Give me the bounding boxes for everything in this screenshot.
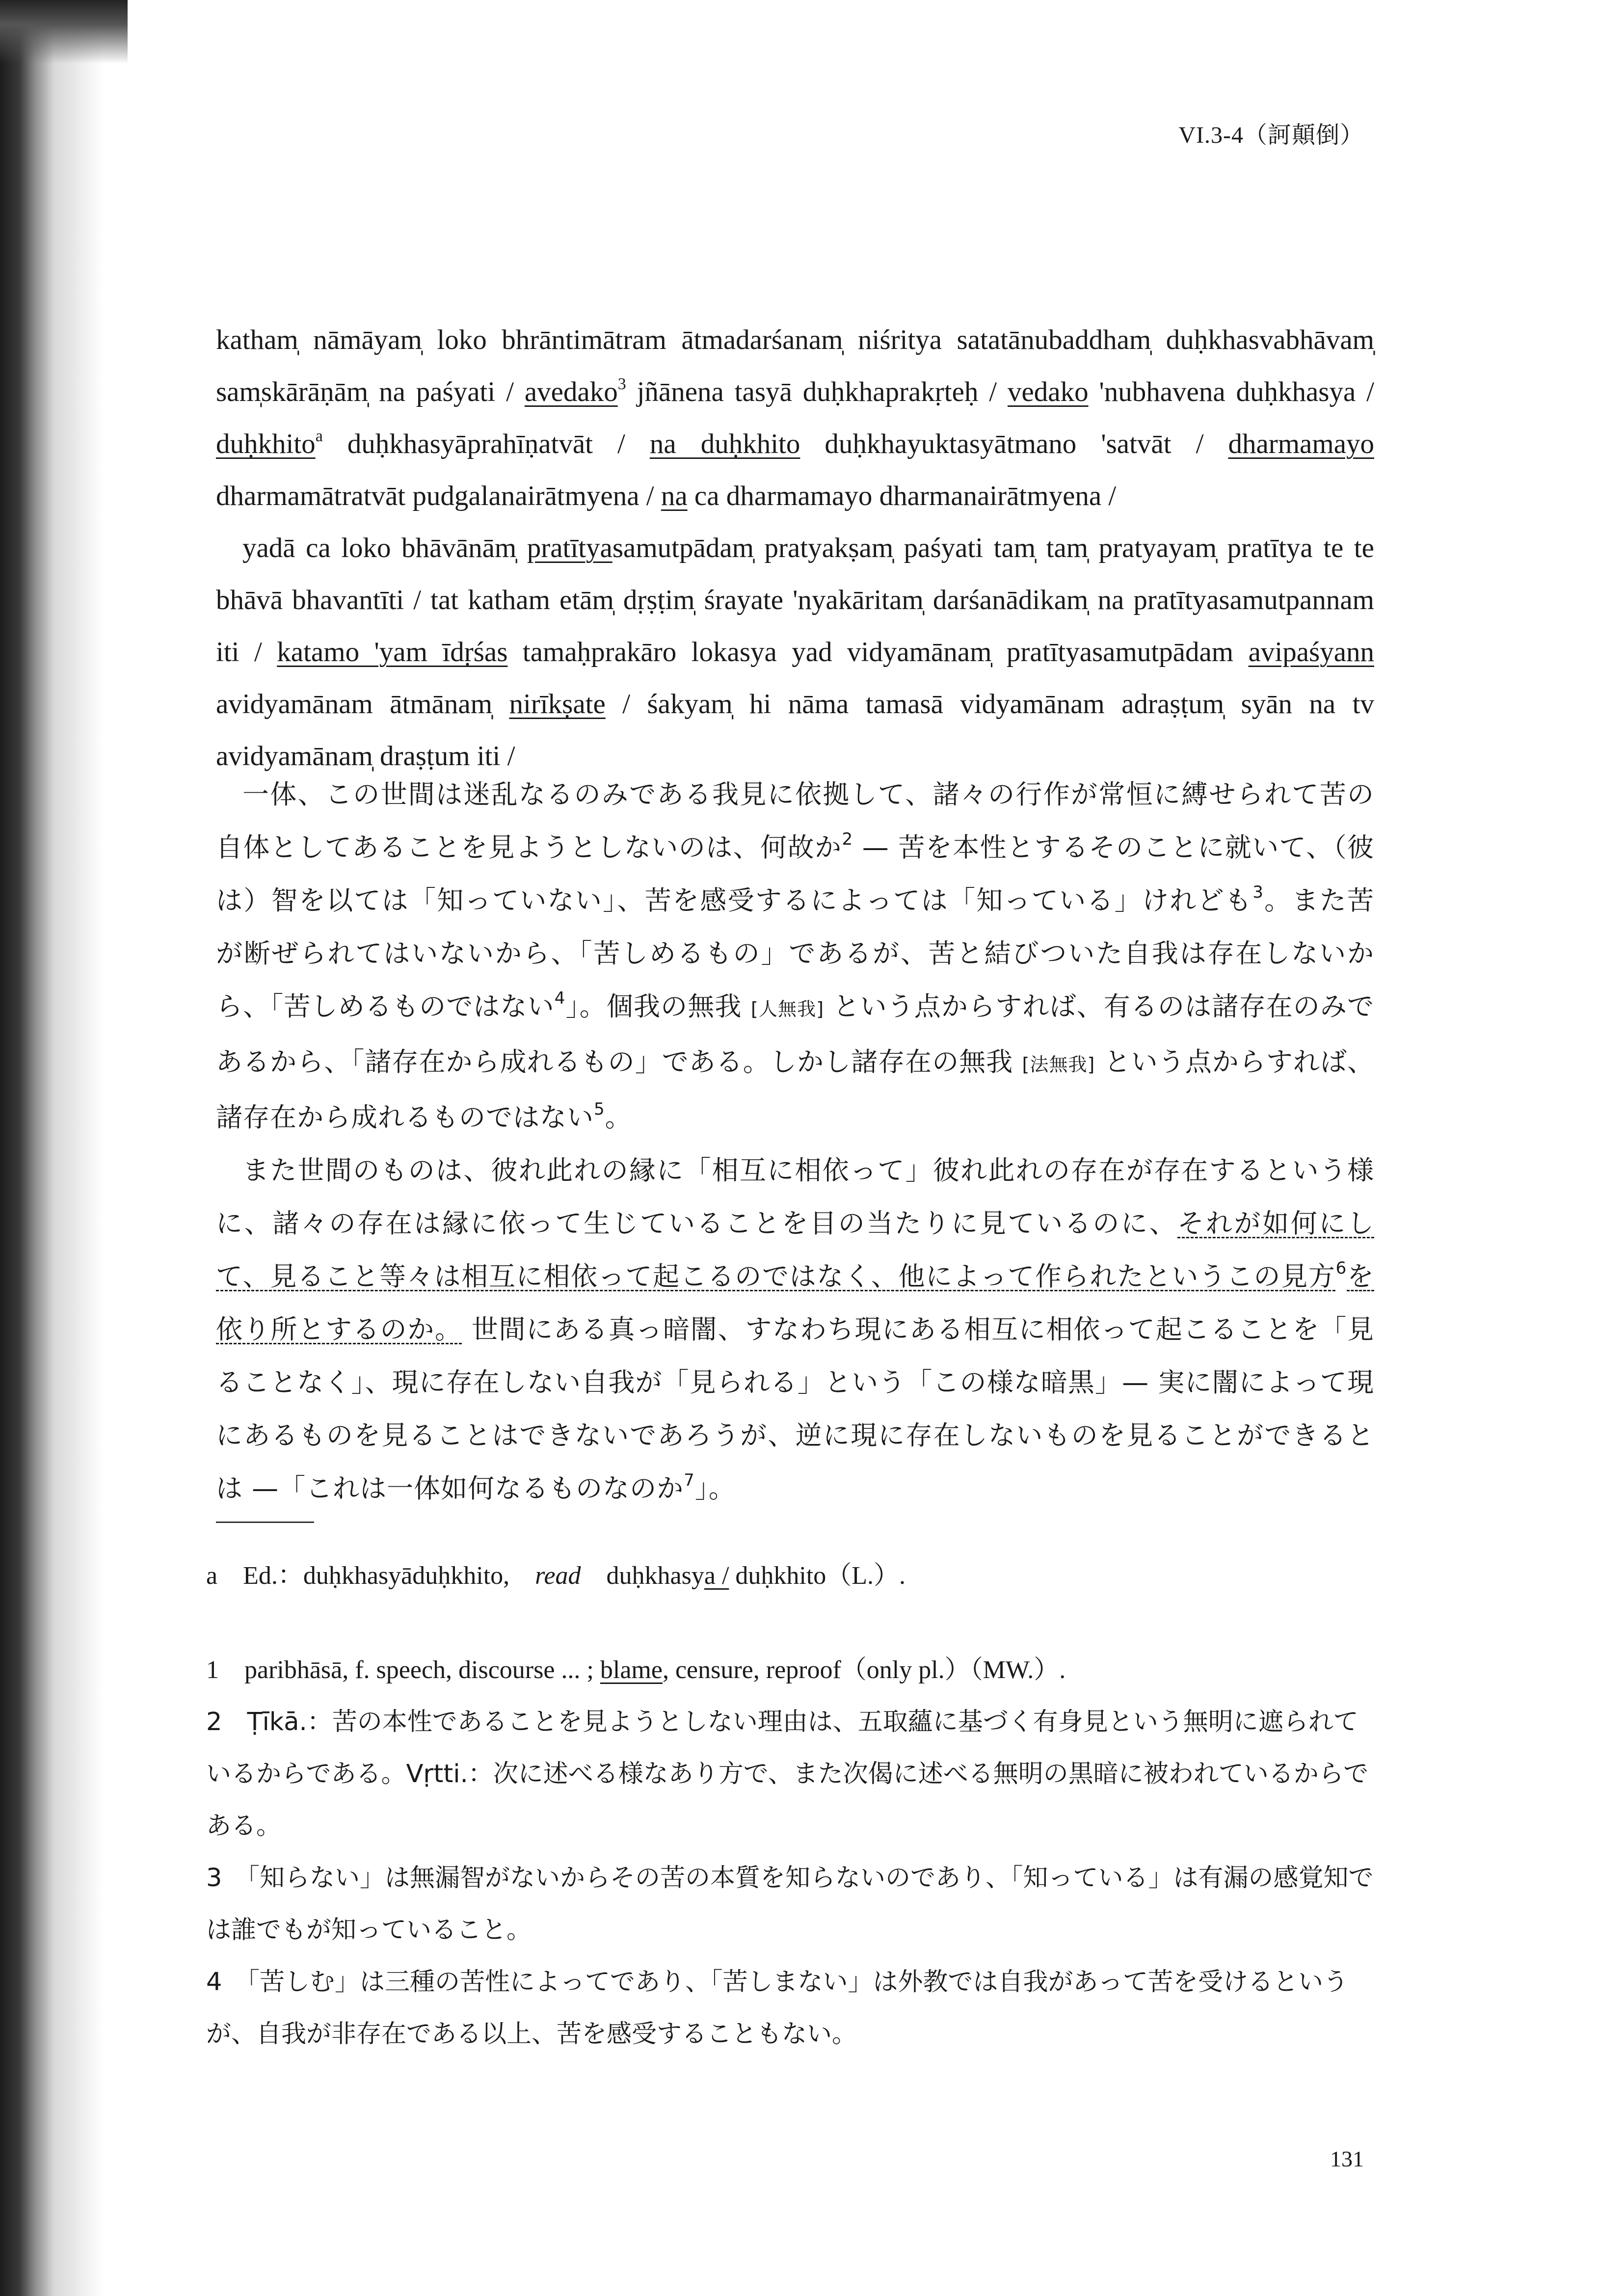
text-run: 。 [605, 1102, 632, 1133]
dashed-underlined-phrase: を依り所とするのか。 [216, 1261, 1374, 1345]
footnote-4 [206, 1956, 1374, 2060]
text-run: 1 paribhāsā, f. speech, discourse ... ; [206, 1656, 600, 1684]
scan-shadow-corner [0, 0, 128, 64]
note-a-text [206, 1550, 1374, 1602]
italic-term: read [535, 1562, 581, 1590]
underlined-term: a / [704, 1562, 729, 1590]
text-run: 2 Ṭīkā.：苦の本性であることを見ようとしない理由は、五取蘊に基づく有身見という無明に遮られているからである。Vṛtti.：次に述べる様なあり方で、また次偈に述べる無明の黒暗に被われているからである。 [206, 1708, 1369, 1841]
underlined-term: nirīkṣate [509, 689, 606, 720]
footnote-3 [206, 1852, 1374, 1956]
text-run: 」。個我の無我 [565, 991, 751, 1022]
text-run: dharmamātratvāt pudgalanairātmyena / [216, 481, 661, 511]
text-run: 3 「知らない」は無漏智がないからその苦の本質を知らないのであり、「知っている」は有漏の感覚知では誰でもが知っていること。 [206, 1864, 1374, 1945]
japanese-translation [216, 768, 1374, 1515]
underlined-term: na duḥkhito [649, 428, 800, 459]
sanskrit-paragraph-1 [216, 314, 1374, 522]
footnote-list [206, 1644, 1374, 2060]
footnote-ref: a [315, 427, 323, 445]
footnote-ref: 5 [594, 1099, 605, 1119]
footnote-ref: 7 [684, 1470, 695, 1490]
text-run: katham̩ nāmāyam̩ loko bhrāntimātram ātmadarśanam̩ niśritya satatānubaddham̩ duḥkhasvabhāvam̩ sam̩skārāṇām̩ na paśyati / [216, 324, 1374, 407]
text-run: 。また苦が断ぜられてはいないから、「苦しめるもの」であるが、苦と結びついた自我は存在しないから、「苦しめるものではない [216, 885, 1375, 1022]
text-run: a Ed.：duḥkhasyāduḥkhito, [206, 1562, 535, 1590]
footnote-ref: 2 [842, 829, 853, 849]
text-run: , censure, reproof（only pl.）（MW.）. [662, 1656, 1066, 1684]
text-run: — 苦を本性とするそのことに就いて、（彼は）智を以ては「知っていない」、苦を感受するによっては「知っている」けれども [216, 832, 1375, 916]
underlined-term: pratītya [527, 533, 612, 563]
text-run: ca dharmamayo dharmanairātmyena / [687, 481, 1117, 511]
underlined-term: duḥkhito [216, 428, 316, 459]
text-run: jñānena tasyā duḥkhaprakṛteḥ / [626, 376, 1008, 407]
footnote-1 [206, 1644, 1374, 1696]
translation-paragraph-2 [216, 1144, 1374, 1515]
footnote-ref: 4 [554, 988, 566, 1008]
footnote-ref: 3 [617, 375, 626, 393]
dashed-underlined-phrase: それが如何にして、見ること等々は相互に相依って起こるのではなく、他によって作られたというこの見方 [216, 1208, 1374, 1292]
text-run: tamaḥprakāro lokasya yad vidyamānam̩ pratītyasamutpādam [507, 637, 1249, 667]
underlined-term: dharmamayo [1228, 428, 1374, 459]
text-run: 4 「苦しむ」は三種の苦性によってであり、「苦しまない」は外教では自我があって苦を受けるというが、自我が非存在である以上、苦を感受することもない。 [206, 1968, 1348, 2049]
sanskrit-passage [216, 314, 1374, 782]
bracket-gloss: [法無我] [1022, 1054, 1095, 1075]
running-header: VI.3-4（訶顛倒） [1178, 122, 1364, 148]
text-run: 'nubhavena duḥkhasya / [1088, 376, 1375, 407]
underlined-term: na [661, 481, 688, 511]
sanskrit-paragraph-2 [216, 522, 1374, 782]
text-run: また世間のものは、彼れ此れの縁に「相互に相依って」彼れ此れの存在が存在するという様に、諸々の存在は縁に依って生じていることを目の当たりに見ているのに、 [216, 1155, 1374, 1239]
underlined-term: avedako [524, 376, 618, 407]
underlined-term: katamo 'yam īdṛśas [277, 637, 508, 667]
text-run: yadā ca loko bhāvānām̩ [242, 533, 527, 563]
underlined-term: vedako [1007, 376, 1089, 407]
scan-shadow-edge [0, 0, 103, 2296]
text-run: 」。 [694, 1473, 736, 1504]
text-run: duḥkhito（L.）. [729, 1562, 906, 1590]
page-number: 131 [1330, 2146, 1364, 2171]
text-run: duḥkhasyāprahīṇatvāt / [322, 428, 650, 459]
footnote-separator [216, 1522, 314, 1523]
underlined-term: avipaśyann [1248, 637, 1374, 667]
footnote-ref: 6 [1335, 1258, 1347, 1278]
translation-paragraph-1 [216, 768, 1374, 1144]
text-run: 世間にある真っ暗闇、すなわち現にある相互に相依って起こることを「見ることなく」、現に存在しない自我が「見られる」という「この様な暗黒」— 実に闇によって現にあるものを見ることはできないであろうが、逆に現に存在しないものを見ることができるとは —「これは一体如何なるものなのか [216, 1314, 1374, 1504]
footnote-ref: 3 [1252, 882, 1264, 902]
underlined-term: blame [600, 1656, 663, 1684]
footnote-2 [206, 1696, 1374, 1852]
text-run: duḥkhasy [581, 1562, 704, 1590]
textual-note-a [206, 1550, 1374, 1602]
bracket-gloss: [人無我] [750, 998, 825, 1020]
text-run: / śakyam̩ hi nāma tamasā vidyamānam adraṣṭum̩ syān na tv avidyamānam̩ draṣṭum iti / [216, 689, 1374, 772]
text-run: 一体、この世間は迷乱なるのみである我見に依拠して、諸々の行作が常恒に縛せられて苦の自体としてあることを見ようとしないのは、何故か [216, 779, 1374, 863]
text-run: duḥkhayuktasyātmano 'satvāt / [800, 428, 1228, 459]
text-run: という点からすれば、諸存在から成れるものではない [216, 1046, 1374, 1133]
text-run: samutpādam̩ pratyakṣam̩ paśyati tam̩ tam̩ pratyayam̩ pratītya te te bhāvā bhavantīti / tat katham etām̩ dṛṣṭim̩ śrayate 'nyakāritam̩ darśanādikam̩ na pratītyasamutpannam iti / [216, 533, 1374, 667]
text-run: という点からすれば、有るのは諸存在のみであるから、「諸存在から成れるもの」である。しかし諸存在の無我 [216, 991, 1375, 1077]
text-run: avidyamānam ātmānam̩ [216, 689, 509, 720]
